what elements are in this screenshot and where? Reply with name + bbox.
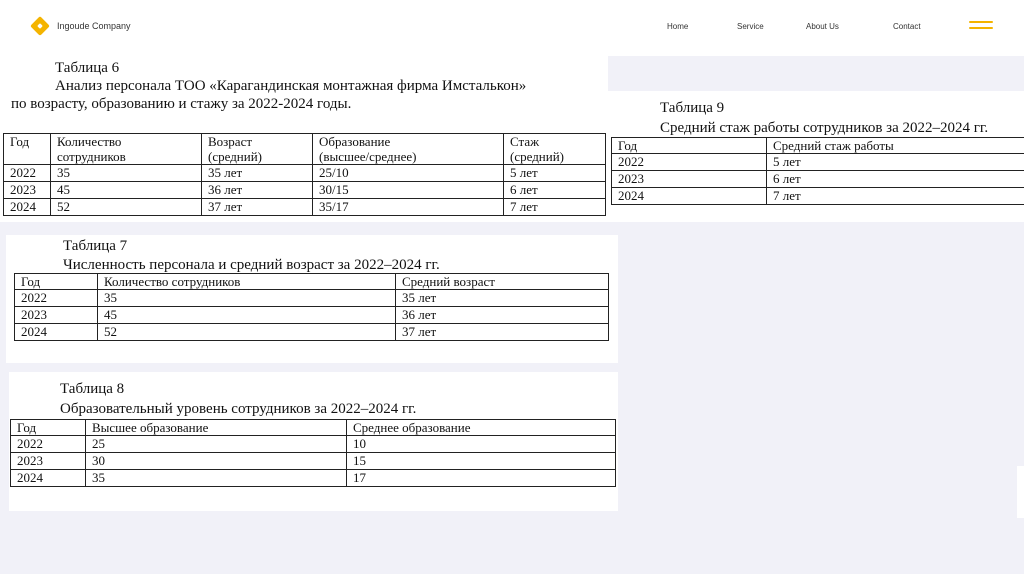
table-row bbox=[15, 290, 609, 307]
table6-cell: 35/17 bbox=[313, 199, 504, 216]
table6-cell: 25/10 bbox=[313, 165, 504, 182]
logo-icon[interactable] bbox=[30, 16, 50, 36]
table6-header-age-1: Возраст bbox=[208, 134, 253, 149]
table-row bbox=[11, 470, 616, 487]
table6-cell: 36 лет bbox=[202, 182, 313, 199]
table8-header-secondary: Среднее образование bbox=[347, 420, 616, 436]
table8-cell: 35 bbox=[86, 470, 347, 487]
table7-caption: Численность персонала и средний возраст за 2022–2024 гг. bbox=[63, 257, 440, 273]
table6-header-year: Год bbox=[10, 134, 30, 149]
table9-cell: 5 лет bbox=[767, 154, 1024, 171]
table7-cell: 36 лет bbox=[396, 307, 609, 324]
menu-icon[interactable] bbox=[969, 21, 993, 33]
table-row bbox=[612, 188, 1024, 205]
table6-cell: 52 bbox=[51, 199, 202, 216]
table9-header-year: Год bbox=[612, 138, 767, 154]
table9-panel bbox=[608, 91, 1024, 222]
table6-cell: 7 лет bbox=[504, 199, 606, 216]
table6-cell: 2022 bbox=[4, 165, 51, 182]
brand-name[interactable]: Ingoude Company bbox=[57, 21, 131, 31]
table8-header-higher: Высшее образование bbox=[86, 420, 347, 436]
table-row bbox=[612, 171, 1024, 188]
table6-header-exp-1: Стаж bbox=[510, 134, 540, 149]
table7-cell: 45 bbox=[98, 307, 396, 324]
table7-panel bbox=[6, 235, 618, 363]
table8-panel bbox=[9, 372, 618, 511]
table7-header-count: Количество сотрудников bbox=[98, 274, 396, 290]
table9-title: Таблица 9 bbox=[660, 100, 725, 116]
table7-cell: 35 bbox=[98, 290, 396, 307]
table6-header-count-1: Количество bbox=[57, 134, 122, 149]
table7-cell: 2024 bbox=[15, 324, 98, 341]
table6-header-edu-2: (высшее/среднее) bbox=[319, 149, 417, 164]
table6-header-count-2: сотрудников bbox=[57, 149, 126, 164]
table7-cell: 52 bbox=[98, 324, 396, 341]
table6 bbox=[3, 133, 606, 216]
site-header bbox=[0, 0, 1024, 56]
table-row bbox=[11, 453, 616, 470]
table7-cell: 2022 bbox=[15, 290, 98, 307]
table8-cell: 2022 bbox=[11, 436, 86, 453]
table-row bbox=[15, 324, 609, 341]
table9-cell: 6 лет bbox=[767, 171, 1024, 188]
table6-cell: 37 лет bbox=[202, 199, 313, 216]
table6-title: Таблица 6 bbox=[55, 60, 120, 76]
table8-cell: 25 bbox=[86, 436, 347, 453]
table6-header-age-2: (средний) bbox=[208, 149, 263, 164]
table8-header-row bbox=[11, 420, 616, 436]
table6-caption-line2: по возрасту, образованию и стажу за 2022-2024 годы. bbox=[11, 96, 352, 112]
table6-cell: 30/15 bbox=[313, 182, 504, 199]
table8-cell: 2023 bbox=[11, 453, 86, 470]
table-row bbox=[4, 165, 606, 182]
side-scroll-tab[interactable] bbox=[1017, 466, 1024, 518]
table8-caption: Образовательный уровень сотрудников за 2022–2024 гг. bbox=[60, 401, 417, 417]
table8-cell: 2024 bbox=[11, 470, 86, 487]
table7-cell: 37 лет bbox=[396, 324, 609, 341]
table8 bbox=[10, 419, 616, 487]
nav-about-us[interactable]: About Us bbox=[806, 22, 839, 31]
nav-service[interactable]: Service bbox=[737, 22, 764, 31]
table7-title: Таблица 7 bbox=[63, 238, 128, 254]
table9 bbox=[611, 137, 1024, 205]
table7-cell: 35 лет bbox=[396, 290, 609, 307]
table8-title: Таблица 8 bbox=[60, 381, 125, 397]
table6-cell: 45 bbox=[51, 182, 202, 199]
table6-header-exp-2: (средний) bbox=[510, 149, 565, 164]
table8-cell: 15 bbox=[347, 453, 616, 470]
table6-header-row bbox=[4, 134, 606, 165]
table6-cell: 2023 bbox=[4, 182, 51, 199]
table-row bbox=[612, 154, 1024, 171]
table7-header-year: Год bbox=[15, 274, 98, 290]
table9-cell: 2024 bbox=[612, 188, 767, 205]
table-row bbox=[4, 182, 606, 199]
table6-cell: 35 лет bbox=[202, 165, 313, 182]
table8-cell: 30 bbox=[86, 453, 347, 470]
table-row bbox=[15, 307, 609, 324]
table8-header-year: Год bbox=[11, 420, 86, 436]
table6-cell: 35 bbox=[51, 165, 202, 182]
table7-cell: 2023 bbox=[15, 307, 98, 324]
nav-contact[interactable]: Contact bbox=[893, 22, 921, 31]
table6-panel bbox=[0, 56, 608, 222]
table7-header-row bbox=[15, 274, 609, 290]
table9-cell: 2022 bbox=[612, 154, 767, 171]
table9-header-exp: Средний стаж работы bbox=[767, 138, 1024, 154]
table9-caption: Средний стаж работы сотрудников за 2022–2024 гг. bbox=[660, 120, 989, 136]
table9-header-row bbox=[612, 138, 1024, 154]
table9-cell: 7 лет bbox=[767, 188, 1024, 205]
table7 bbox=[14, 273, 609, 341]
table6-header-edu-1: Образование bbox=[319, 134, 391, 149]
table8-cell: 10 bbox=[347, 436, 616, 453]
table6-caption-line1: Анализ персонала ТОО «Карагандинская монтажная фирма Имсталькон» bbox=[55, 78, 527, 94]
nav-home[interactable]: Home bbox=[667, 22, 689, 31]
table-row bbox=[4, 199, 606, 216]
table9-cell: 2023 bbox=[612, 171, 767, 188]
table-row bbox=[11, 436, 616, 453]
table6-cell: 5 лет bbox=[504, 165, 606, 182]
table6-cell: 2024 bbox=[4, 199, 51, 216]
table8-cell: 17 bbox=[347, 470, 616, 487]
table7-header-age: Средний возраст bbox=[396, 274, 609, 290]
table6-cell: 6 лет bbox=[504, 182, 606, 199]
